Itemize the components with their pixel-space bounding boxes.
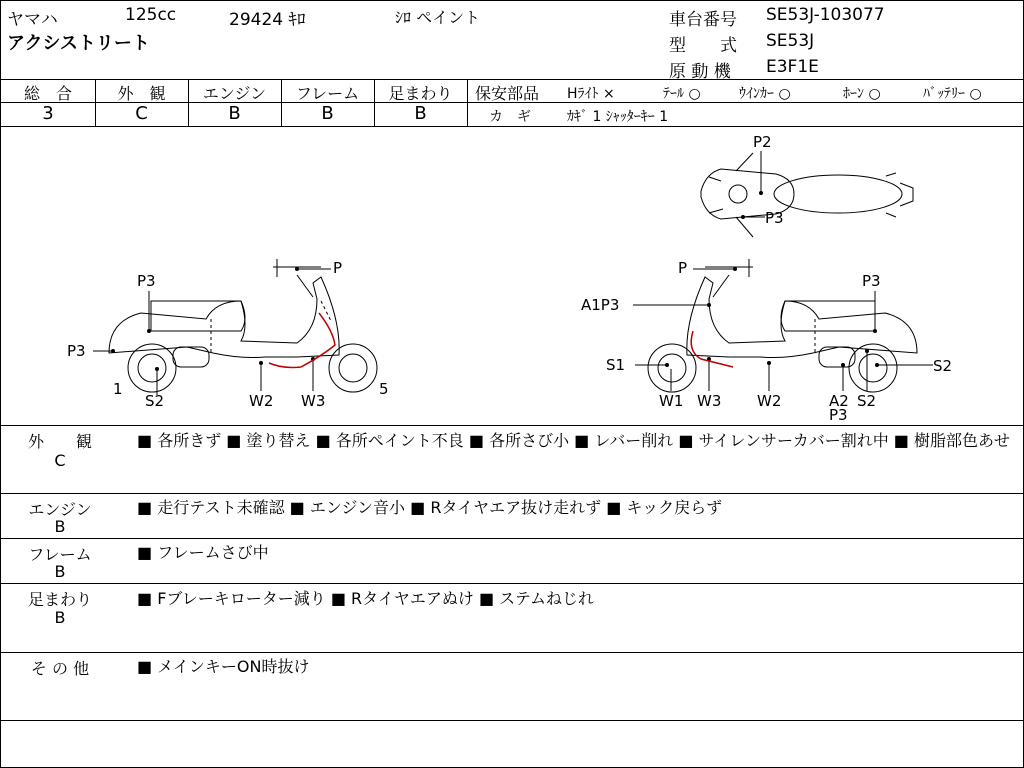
comment-label-other: そ の 他: [30, 659, 90, 678]
grade-header-suspension: 足まわり: [388, 84, 453, 103]
comment-grade-exterior: C: [54, 451, 66, 470]
grade-header-overall: 総 合: [23, 84, 72, 103]
type-value: SE53J: [766, 31, 815, 51]
marker-dot: [111, 349, 115, 353]
comment-text-engine: ■ 走行テスト未確認 ■ エンジン音小 ■ Rタイヤエア抜け走れず ■ キック戻らず: [137, 498, 723, 517]
grade-exterior: C: [135, 103, 148, 124]
safety-winker: ｳｲﾝｶｰ ○: [739, 86, 791, 102]
marker-dot: [873, 329, 877, 333]
top-view-cowl: [729, 185, 747, 203]
left-rear-hub: [138, 354, 166, 382]
left-leaders: [93, 269, 331, 395]
safety-headlight: Hﾗｲﾄ ×: [567, 86, 615, 102]
diag-label: A2: [829, 392, 849, 410]
marker-dot: [733, 267, 737, 271]
diag-label: S2: [857, 392, 877, 410]
left-rear-wheel: [128, 344, 176, 392]
divider: [1, 79, 1023, 80]
divider: [1, 720, 1023, 721]
divider: [1, 538, 1023, 539]
diag-label: S2: [145, 392, 165, 410]
diag-label: W2: [249, 392, 274, 410]
comment-text-exterior: ■ 各所きず ■ 塗り替え ■ 各所ペイント不良 ■ 各所さび小 ■ レバー削れ ■ サイレンサーカバー割れ中 ■ 樹脂部色あせ: [137, 431, 1010, 450]
marker-dot: [875, 363, 879, 367]
marker-dot: [759, 191, 763, 195]
right-rear-wheel: [849, 344, 897, 392]
scratch-mark-right: [691, 331, 733, 367]
diag-label: W3: [301, 392, 326, 410]
divider: [1, 425, 1023, 426]
right-front-wheel: [648, 344, 696, 392]
safety-tail: ﾃｰﾙ ○: [663, 86, 701, 102]
grade-engine: B: [228, 103, 241, 124]
left-scooter-seat: [151, 301, 245, 331]
model-name: アクシストリート: [7, 33, 150, 54]
right-handlebar: [705, 259, 753, 297]
safety-label: 保安部品: [475, 84, 540, 103]
marker-dot: [259, 361, 263, 365]
left-handlebar: [273, 259, 321, 297]
top-leaders: [743, 151, 765, 217]
comment-label-suspension: 足まわり: [27, 590, 92, 609]
comment-grade-suspension: B: [54, 608, 66, 627]
diag-label: A1P3: [581, 296, 620, 314]
divider: [467, 79, 468, 126]
divider: [1, 583, 1023, 584]
grade-frame: B: [321, 103, 334, 124]
top-view-seat: [774, 175, 902, 213]
marker-dot: [767, 361, 771, 365]
grade-header-exterior: 外 観: [117, 84, 166, 103]
left-panel-lines: [211, 301, 331, 353]
diag-label: S1: [606, 356, 626, 374]
diag-label: P2: [753, 133, 772, 151]
diag-label: S2: [933, 357, 953, 375]
comment-text-suspension: ■ Fブレーキローター減り ■ Rタイヤエアぬけ ■ ステムねじれ: [137, 589, 595, 608]
right-front-hub: [658, 354, 686, 382]
engine-label: 原 動 機: [669, 62, 731, 82]
diag-label: W1: [659, 392, 684, 410]
divider: [1, 652, 1023, 653]
scratch-mark-left: [269, 313, 335, 368]
marker-dot: [741, 215, 745, 219]
comment-grade-engine: B: [54, 517, 66, 536]
maker: ヤマハ: [7, 10, 58, 30]
right-leaders: [633, 269, 933, 391]
diag-label: P3: [67, 342, 86, 360]
marker-dot: [295, 267, 299, 271]
comment-text-other: ■ メインキーON時抜け: [137, 657, 310, 676]
marker-dot: [841, 363, 845, 367]
top-view-rear: [886, 173, 913, 217]
diag-label: P: [678, 259, 688, 277]
marker-dot: [155, 367, 159, 371]
diag-label: P: [333, 259, 343, 277]
top-view-handlebar: [736, 153, 753, 237]
diag-label: 5: [379, 380, 389, 398]
diag-label: W2: [757, 392, 782, 410]
color: ｼﾛ ペイント: [395, 8, 481, 27]
safety-battery: ﾊﾞｯﾃﾘｰ ○: [923, 86, 982, 102]
frame-no-label: 車台番号: [669, 10, 737, 30]
safety-horn: ﾎｰﾝ ○: [843, 86, 881, 102]
marker-dot: [865, 349, 869, 353]
grade-suspension: B: [414, 103, 427, 124]
diag-label: P3: [137, 272, 156, 290]
marker-dot: [707, 303, 711, 307]
top-view-mirrors: [709, 177, 723, 213]
left-front-hub: [339, 354, 367, 382]
key-label: カ ギ: [489, 109, 531, 125]
divider: [1, 493, 1023, 494]
grade-header-engine: エンジン: [202, 84, 267, 103]
engine-value: E3F1E: [766, 57, 819, 77]
comment-label-engine: エンジン: [28, 500, 92, 519]
comment-text-frame: ■ フレームさび中: [137, 543, 269, 562]
diag-label: P3: [862, 272, 881, 290]
displacement: 125cc: [125, 5, 177, 25]
diag-label: W3: [697, 392, 722, 410]
diag-label: P3: [765, 209, 784, 227]
left-front-wheel: [329, 344, 377, 392]
marker-dot: [147, 329, 151, 333]
diag-label: P3: [829, 406, 848, 424]
marker-dot: [665, 363, 669, 367]
grade-overall: 3: [42, 103, 54, 124]
right-rear-hub: [859, 354, 887, 382]
left-muffler: [173, 347, 209, 367]
diag-label: 1: [113, 380, 123, 398]
key-value: ｶｷﾞ 1 ｼｬｯﾀｰｷｰ 1: [567, 109, 669, 125]
comment-label-exterior: 外 観: [27, 432, 92, 451]
frame-no: SE53J-103077: [766, 5, 885, 25]
mileage: 29424 ｷﾛ: [229, 10, 306, 30]
type-label: 型 式: [669, 36, 737, 56]
comment-label-frame: フレーム: [28, 545, 92, 564]
comment-grade-frame: B: [54, 562, 66, 581]
grade-header-frame: フレーム: [295, 84, 360, 103]
right-scooter-seat: [781, 301, 875, 331]
